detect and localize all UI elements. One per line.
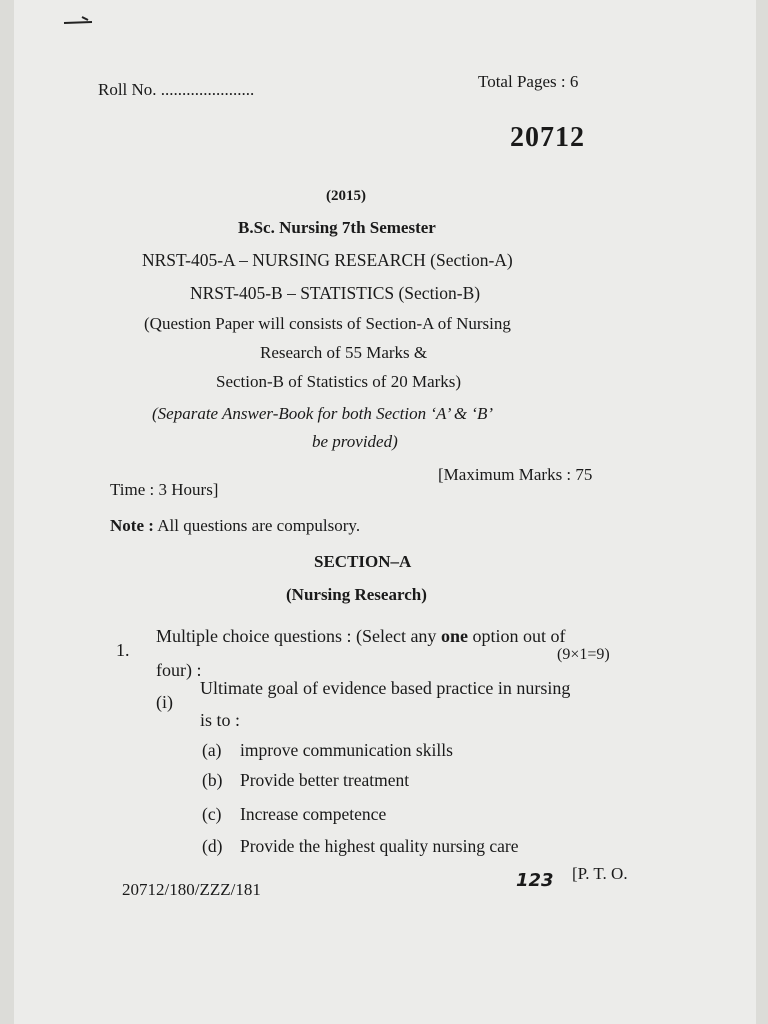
option-c [202,804,386,825]
program-title: B.Sc. Nursing 7th Semester [238,218,436,237]
option-text: improve communication skills [240,740,453,760]
footer-code: 20712/180/ZZZ/181 [122,880,261,899]
option-b [202,770,409,791]
roll-number-field: Roll No. ...................... [98,80,255,99]
option-letter: (b) [202,770,223,790]
option-text: Provide the highest quality nursing care [240,836,519,856]
question-stem-line2: four) : [156,660,202,680]
question-marks: (9×1=9) [557,646,610,663]
question-stem-part: option out of [472,626,566,646]
paper-code: 20712 [510,122,585,153]
exam-page [14,0,756,1024]
option-text: Increase competence [240,804,387,824]
handwritten-number: 123 [516,870,554,891]
note-label: Note : [110,516,154,535]
instructions-line: Research of 55 Marks & [260,343,428,362]
instructions-line: (Question Paper will consists of Section-A of Nursing [144,314,511,333]
please-turn-over: [P. T. O. [572,864,628,883]
course-a-title: NRST-405-A – NURSING RESEARCH (Section-A) [142,250,513,270]
instructions-line: Section-B of Statistics of 20 Marks) [216,372,462,391]
option-d [202,836,518,857]
subquestion-text: is to : [200,710,241,730]
answer-book-note: (Separate Answer-Book for both Section ‘A’ & ‘B’ [152,404,494,423]
note [110,516,360,536]
option-letter: (a) [202,740,222,760]
note-text: All questions are compulsory. [157,516,361,535]
option-text: Provide better treatment [240,770,410,790]
question-stem [156,626,565,647]
answer-book-note: be provided) [312,432,398,451]
question-number: 1. [116,640,130,660]
subquestion-number: (i) [156,692,173,712]
question-stem-part: Multiple choice questions : (Select any [156,626,437,646]
option-letter: (c) [202,804,222,824]
course-b-title: NRST-405-B – STATISTICS (Section-B) [190,283,481,303]
maximum-marks: [Maximum Marks : 75 [438,465,593,484]
question-stem-bold: one [440,626,468,646]
exam-year: (2015) [326,188,366,204]
option-a [202,740,453,761]
exam-time: Time : 3 Hours] [110,480,219,499]
section-subheading: (Nursing Research) [286,585,427,604]
section-heading: SECTION–A [314,552,412,571]
paper-sheet [14,0,756,1024]
total-pages: Total Pages : 6 [478,72,579,91]
subquestion-text: Ultimate goal of evidence based practice in nursing [200,678,571,698]
option-letter: (d) [202,836,223,856]
pen-mark-icon [62,14,98,26]
